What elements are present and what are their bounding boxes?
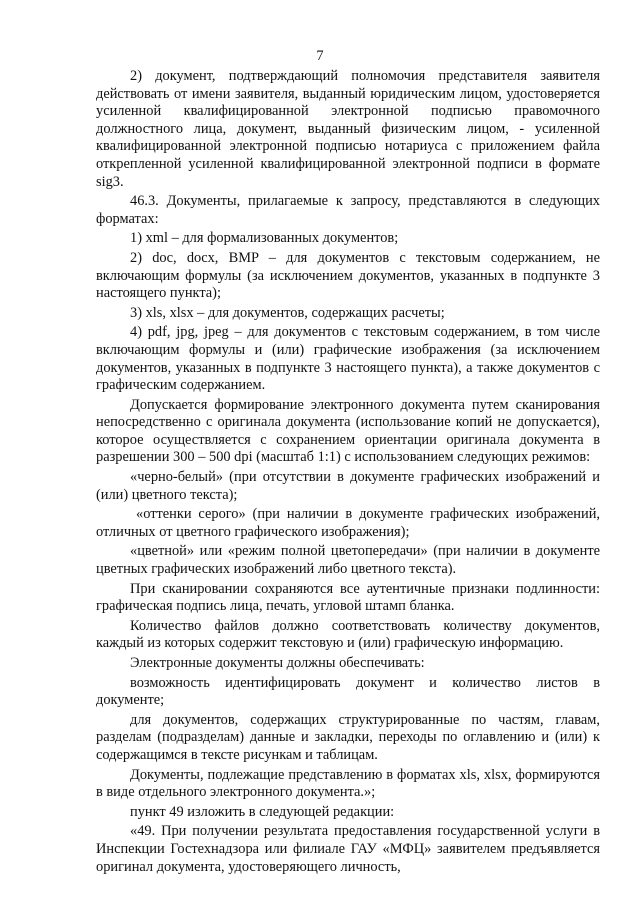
list-item-doc: 2) doc, docx, BMP – для документов с текстовым содержанием, не включающим формулы (за исключением документов, указанных в подпункте 3 настоящего пункта);	[96, 249, 600, 302]
paragraph-xls-documents: Документы, подлежащие представлению в форматах xls, xlsx, формируются в виде отдельного электронного документа.»;	[96, 766, 600, 801]
requirement-identify: возможность идентифицировать документ и количество листов в документе;	[96, 674, 600, 709]
page-number: 7	[316, 48, 324, 64]
list-item-xml: 1) xml – для формализованных документов;	[130, 230, 399, 247]
list-item-pdf: 4) pdf, jpg, jpeg – для документов с текстовым содержанием, в том числе включающим формулы и (или) графические изображения (за исключением документов, указанных в подпункте 3 настоящего пункта), а также документов с графическим содержанием.	[96, 324, 600, 394]
paragraph-46-3-formats: 46.3. Документы, прилагаемые к запросу, представляются в следующих форматах:	[96, 193, 600, 227]
mode-black-white: «черно-белый» (при отсутствии в документе графических изображений и (или) цветного текста);	[96, 469, 600, 503]
list-item-xls: 3) xls, xlsx – для документов, содержащих расчеты;	[130, 304, 445, 321]
paragraph-requirements: Электронные документы должны обеспечивать:	[130, 655, 425, 671]
mode-color: «цветной» или «режим полной цветопередачи» (при наличии в документе цветных графических изображений либо цветного текста).	[96, 543, 600, 578]
paragraph-scanning: Допускается формирование электронного документа путем сканирования непосредственно с оригинала документа (использование копий не допускается), которое осуществляется с сохранением ориентации оригинала документа в разрешении 300 – 500 dpi (масштаб 1:1) с использованием следующих режимов:	[96, 396, 600, 466]
requirement-structured: для документов, содержащих структурированные по частям, главам, разделам (подразделам) данные и закладки, переходы по оглавлению и (или) к содержащимся в тексте рисункам и таблицам.	[96, 711, 600, 763]
mode-grayscale: «оттенки серого» (при наличии в документе графических изображений, отличных от цветного графического изображения);	[96, 506, 600, 540]
paragraph-item-49-intro: пункт 49 изложить в следующей редакции:	[130, 803, 395, 820]
paragraph-authenticity: При сканировании сохраняются все аутентичные признаки подлинности: графическая подпись лица, печать, угловой штамп бланка.	[96, 580, 600, 615]
paragraph-item-49: «49. При получении результата предоставления государственной услуги в Инспекции Гостехнадзора или филиале ГАУ «МФЦ» заявителем предъявляется оригинал документа, удостоверяющего личность,	[96, 823, 600, 875]
document-body	[96, 68, 600, 878]
paragraph-representative-document: 2) документ, подтверждающий полномочия представителя заявителя действовать от имени заявителя, выданный юридическим лицом, удостоверяется усиленной квалифицированной электронной подписью правомочного должностного лица, документ, выданный физическим лицом, - усиленной квалифицированной электронной подписью нотариуса с приложением файла открепленной усиленной квалифицированной электронной подписи в формате sig3.	[96, 68, 600, 190]
paragraph-file-count: Количество файлов должно соответствовать количеству документов, каждый из которых содержит текстовую и (или) графическую информацию.	[96, 617, 600, 652]
